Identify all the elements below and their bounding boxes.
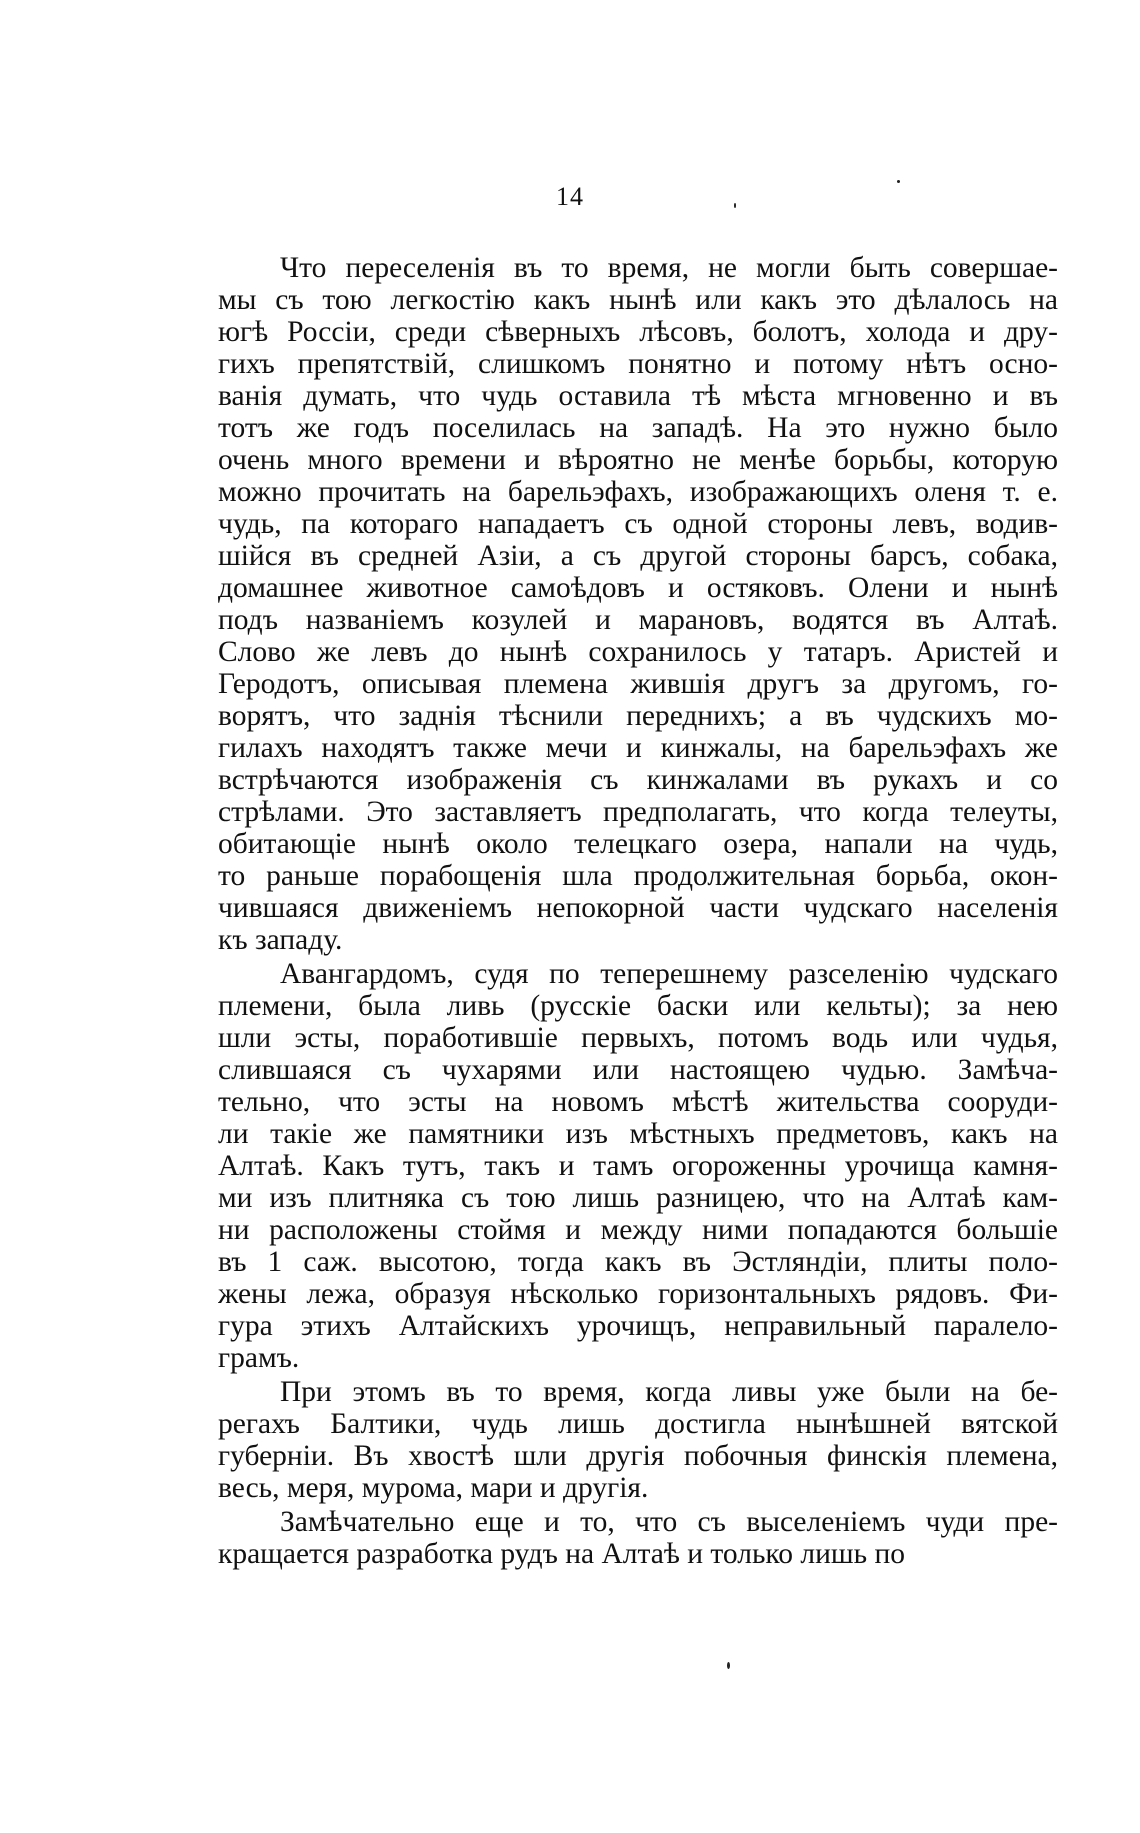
scan-speck	[897, 180, 900, 183]
text-line: кращается разработка рудъ на Алтаѣ и только лишь по	[218, 1538, 905, 1570]
text-line: то раньше порабощенія шла продолжительная борьба, окон-	[218, 860, 1058, 892]
text-line: гура этихъ Алтайскихъ урочищъ, неправильный паралело-	[218, 1310, 1058, 1342]
text-line: Алтаѣ. Какъ тутъ, такъ и тамъ огороженны урочища камня-	[218, 1150, 1058, 1182]
text-line: обитающіе нынѣ около телецкаго озера, напали на чудь,	[218, 828, 1058, 860]
text-line: При этомъ въ то время, когда ливы уже были на бе-	[280, 1376, 1058, 1408]
text-line: ми изъ плитняка съ тою лишь разницею, что на Алтаѣ кам-	[218, 1182, 1058, 1214]
text-line: гилахъ находятъ также мечи и кинжалы, на барельэфахъ же	[218, 732, 1058, 764]
text-line: племени, была ливь (русскіе баски или кельты); за нею	[218, 990, 1058, 1022]
scan-speck	[727, 1662, 730, 1669]
text-line: шійся въ средней Азіи, а съ другой стороны барсъ, собака,	[218, 540, 1058, 572]
text-line: жены лежа, образуя нѣсколько горизонтальныхъ рядовъ. Фи-	[218, 1278, 1058, 1310]
text-line: шли эсты, поработившіе первыхъ, потомъ водь или чудья,	[218, 1022, 1058, 1054]
text-line: стрѣлами. Это заставляетъ предполагать, что когда телеуты,	[218, 796, 1058, 828]
text-line: чившаяся движеніемъ непокорной части чудскаго населенія	[218, 892, 1058, 924]
text-line: грамъ.	[218, 1342, 300, 1374]
paragraph	[218, 1506, 1058, 1570]
body-text	[218, 252, 1058, 1570]
text-line: губерніи. Въ хвостѣ шли другія побочныя финскія племена,	[218, 1440, 1058, 1472]
text-line: къ западу.	[218, 924, 343, 956]
text-line: ни расположены стоймя и между ними попадаются большіе	[218, 1214, 1058, 1246]
text-line: слившаяся съ чухарями или настоящею чудью. Замѣча-	[218, 1054, 1058, 1086]
text-line: встрѣчаются изображенія съ кинжалами въ рукахъ и со	[218, 764, 1058, 796]
scan-speck	[734, 203, 736, 208]
paragraph	[218, 252, 1058, 956]
text-line: Геродотъ, описывая племена жившія другъ за другомъ, го-	[218, 668, 1058, 700]
text-line: ванія думать, что чудь оставила тѣ мѣста мгновенно и въ	[218, 380, 1058, 412]
text-line: Замѣчательно еще и то, что съ выселеніемъ чуди пре-	[280, 1506, 1058, 1538]
text-line: тельно, что эсты на новомъ мѣстѣ жительства сооруди-	[218, 1086, 1058, 1118]
paragraph	[218, 958, 1058, 1374]
text-line: тотъ же годъ поселилась на западѣ. На это нужно было	[218, 412, 1058, 444]
text-line: чудь, па котораго нападаетъ съ одной стороны левъ, водив-	[218, 508, 1058, 540]
text-line: мы съ тою легкостію какъ нынѣ или какъ это дѣлалось на	[218, 284, 1058, 316]
text-line: подъ названіемъ козулей и марановъ, водятся въ Алтаѣ.	[218, 604, 1058, 636]
text-line: Авангардомъ, судя по теперешнему разселенію чудскаго	[280, 958, 1058, 990]
text-line: въ 1 саж. высотою, тогда какъ въ Эстляндіи, плиты поло-	[218, 1246, 1058, 1278]
page-number: 14	[556, 182, 584, 211]
text-line: весь, меря, мурома, мари и другія.	[218, 1472, 649, 1504]
text-line: ли такіе же памятники изъ мѣстныхъ предметовъ, какъ на	[218, 1118, 1058, 1150]
text-line: ворятъ, что заднія тѣснили переднихъ; а въ чудскихъ мо-	[218, 700, 1058, 732]
text-line: гихъ препятствій, слишкомъ понятно и потому нѣтъ осно-	[218, 348, 1058, 380]
text-line: можно прочитать на барельэфахъ, изображающихъ оленя т. е.	[218, 476, 1058, 508]
paragraph	[218, 1376, 1058, 1504]
text-line: домашнее животное самоѣдовъ и остяковъ. Олени и нынѣ	[218, 572, 1058, 604]
text-line: югѣ Россіи, среди сѣверныхъ лѣсовъ, болотъ, холода и дру-	[218, 316, 1058, 348]
text-line: очень много времени и вѣроятно не менѣе борьбы, которую	[218, 444, 1058, 476]
text-line: Что переселенія въ то время, не могли быть совершае-	[280, 252, 1058, 284]
text-line: регахъ Балтики, чудь лишь достигла нынѣшней вятской	[218, 1408, 1058, 1440]
text-line: Слово же левъ до нынѣ сохранилось у татаръ. Аристей и	[218, 636, 1058, 668]
